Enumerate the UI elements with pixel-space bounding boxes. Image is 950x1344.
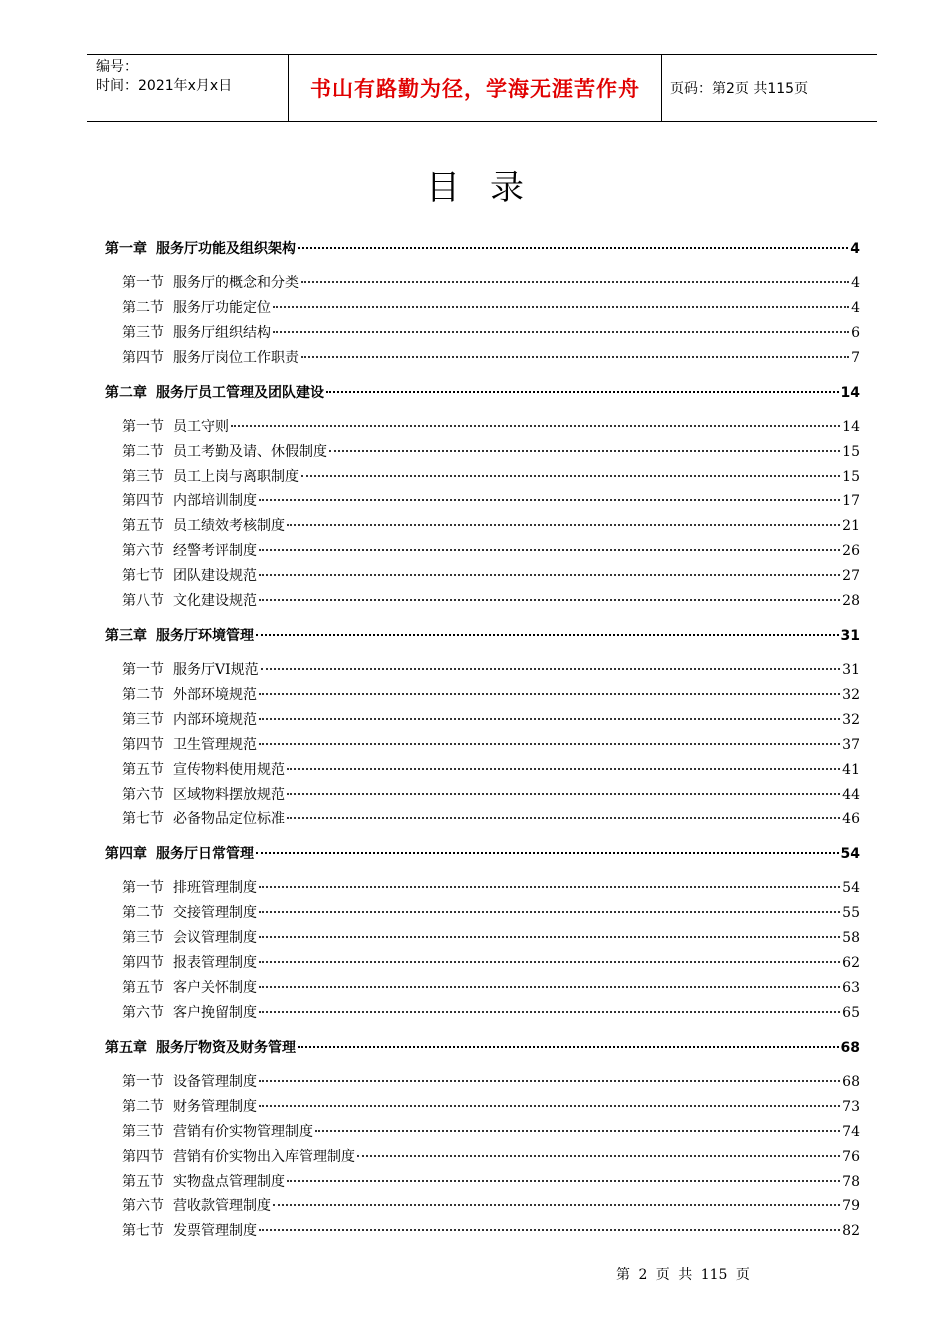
toc-entry-number: 第二节: [122, 686, 164, 703]
toc-entry-title: 发票管理制度: [173, 1223, 257, 1240]
toc-leader-dots: [259, 885, 840, 888]
toc-entry-title: 客户关怀制度: [173, 980, 257, 996]
toc-entry-title: 服务厅组织结构: [173, 324, 271, 341]
toc-leader-dots: [273, 305, 849, 308]
toc-leader-dots: [259, 1010, 840, 1013]
toc-section-entry[interactable]: [122, 1147, 860, 1167]
page-footer: 第 2 页 共 115 页: [616, 1267, 750, 1283]
toc-section-entry[interactable]: [122, 878, 860, 898]
toc-section-entry[interactable]: [122, 591, 860, 611]
toc-entry-title: 服务厅VI规范: [173, 662, 259, 678]
toc-leader-dots: [326, 390, 839, 393]
toc-entry-title: 内部培训制度: [173, 493, 257, 510]
toc-entry-number: 第八节: [122, 593, 164, 609]
toc-entry-title: 经警考评制度: [173, 543, 257, 560]
toc-leader-dots: [329, 449, 840, 452]
toc-section-entry[interactable]: [122, 273, 860, 293]
toc-section-entry[interactable]: [122, 298, 860, 318]
toc-entry-page: 15: [842, 443, 860, 460]
toc-entry-page: 73: [842, 1098, 860, 1115]
toc-leader-dots: [298, 246, 848, 249]
toc-entry-page: 54: [842, 880, 860, 897]
toc-entry-number: 第四节: [122, 1148, 164, 1165]
toc-section-entry[interactable]: [122, 685, 860, 705]
toc-entry-title: 服务厅岗位工作职责: [173, 349, 299, 366]
toc-entry-title: 服务厅员工管理及团队建设: [156, 384, 324, 401]
toc-section-entry[interactable]: [122, 710, 860, 730]
toc-entry-number: 第五节: [122, 980, 164, 996]
toc-leader-dots: [301, 474, 840, 477]
toc-entry-title: 客户挽留制度: [173, 1004, 257, 1021]
toc-entry-page: 32: [842, 686, 860, 703]
toc-entry-title: 文化建设规范: [173, 593, 257, 609]
toc-entry-number: 第六节: [122, 1004, 164, 1021]
toc-section-entry[interactable]: [122, 442, 860, 462]
toc-leader-dots: [259, 742, 840, 745]
toc-entry-page: 41: [842, 761, 860, 778]
toc-section-entry[interactable]: [122, 541, 860, 561]
toc-entry-title: 服务厅功能及组织架构: [156, 241, 296, 257]
toc-entry-number: 第一节: [122, 880, 164, 897]
header-motto-cell: [288, 55, 662, 121]
toc-entry-page: 76: [842, 1148, 860, 1165]
toc-entry-page: 31: [840, 628, 860, 644]
toc-section-entry[interactable]: [122, 1221, 860, 1241]
toc-section-entry[interactable]: [122, 978, 860, 998]
toc-leader-dots: [301, 280, 849, 283]
toc-entry-title: 财务管理制度: [173, 1098, 257, 1115]
toc-entry-number: 第三节: [122, 468, 164, 485]
toc-entry-page: 82: [842, 1223, 860, 1240]
toc-entry-number: 第三节: [122, 711, 164, 728]
toc-entry-number: 第四节: [122, 736, 164, 753]
toc-section-entry[interactable]: [122, 1172, 860, 1192]
toc-entry-number: 第五节: [122, 1173, 164, 1190]
toc-entry-title: 员工上岗与离职制度: [173, 468, 299, 485]
toc-leader-dots: [259, 1079, 840, 1082]
toc-entry-title: 必备物品定位标准: [173, 811, 285, 828]
toc-entry-number: 第三节: [122, 1123, 164, 1140]
toc-leader-dots: [259, 548, 840, 551]
toc-leader-dots: [259, 573, 840, 576]
toc-entry-page: 4: [850, 241, 860, 257]
toc-entry-title: 服务厅物资及财务管理: [156, 1039, 296, 1056]
toc-entry-page: 28: [842, 593, 860, 609]
toc-leader-dots: [259, 498, 840, 501]
toc-entry-page: 32: [842, 711, 860, 728]
time-label: 时间：2021年x月x日: [96, 78, 233, 94]
toc-section-entry[interactable]: [122, 903, 860, 923]
page-info: 页码：第2页 共115页: [670, 81, 809, 97]
toc-entry-number: 第二章: [105, 384, 147, 401]
toc-entry-number: 第一节: [122, 418, 164, 435]
toc-entry-title: 卫生管理规范: [173, 736, 257, 753]
toc-leader-dots: [259, 598, 840, 601]
toc-entry-title: 营收款管理制度: [173, 1198, 271, 1215]
toc-entry-number: 第四节: [122, 349, 164, 366]
toc-entry-page: 14: [840, 384, 860, 401]
toc-entry-number: 第五节: [122, 518, 164, 535]
toc-entry-page: 26: [842, 543, 860, 560]
toc-entry-page: 63: [842, 980, 860, 996]
toc-leader-dots: [287, 523, 840, 526]
toc-entry-page: 7: [851, 349, 860, 366]
toc-entry-title: 排班管理制度: [173, 880, 257, 897]
toc-entry-title: 设备管理制度: [173, 1073, 257, 1090]
toc-entry-number: 第四节: [122, 955, 164, 972]
toc-section-entry[interactable]: [122, 1196, 860, 1216]
toc-entry-page: 68: [840, 1039, 860, 1056]
toc-section-entry[interactable]: [122, 785, 860, 805]
toc-leader-dots: [259, 960, 840, 963]
toc-entry-number: 第六节: [122, 786, 164, 803]
toc-entry-number: 第三章: [105, 628, 147, 644]
page-header: [87, 54, 877, 122]
toc-title: 目录: [426, 168, 554, 208]
toc-section-entry[interactable]: [122, 809, 860, 829]
toc-leader-dots: [298, 1045, 839, 1048]
toc-leader-dots: [273, 330, 849, 333]
toc-entry-title: 会议管理制度: [173, 930, 257, 947]
toc-section-entry[interactable]: [122, 735, 860, 755]
toc-entry-title: 员工考勤及请、休假制度: [173, 443, 327, 460]
toc-leader-dots: [256, 851, 839, 854]
toc-entry-page: 15: [842, 468, 860, 485]
toc-entry-page: 78: [842, 1173, 860, 1190]
toc-entry-page: 17: [842, 493, 860, 510]
toc-entry-number: 第六节: [122, 1198, 164, 1215]
toc-entry-title: 服务厅日常管理: [156, 846, 254, 863]
toc-entry-number: 第一节: [122, 275, 164, 291]
toc-chapter-entry[interactable]: [105, 626, 860, 646]
toc-chapter-entry[interactable]: [105, 239, 860, 259]
toc-section-entry[interactable]: [122, 1122, 860, 1142]
toc-entry-title: 员工绩效考核制度: [173, 518, 285, 535]
toc-section-entry[interactable]: [122, 323, 860, 343]
toc-entry-page: 6: [851, 324, 860, 341]
toc-entry-page: 31: [842, 662, 860, 678]
toc-entry-number: 第五节: [122, 761, 164, 778]
toc-entry-title: 营销有价实物管理制度: [173, 1123, 313, 1140]
toc-entry-page: 27: [842, 568, 860, 585]
toc-entry-number: 第二节: [122, 299, 164, 316]
toc-leader-dots: [259, 717, 840, 720]
toc-section-entry[interactable]: [122, 1097, 860, 1117]
toc-chapter-entry[interactable]: [105, 383, 860, 403]
toc-entry-number: 第二节: [122, 905, 164, 922]
toc-entry-page: 54: [840, 846, 860, 863]
toc-leader-dots: [287, 767, 840, 770]
toc-entry-page: 68: [842, 1073, 860, 1090]
toc-entry-number: 第七节: [122, 1223, 164, 1240]
toc-leader-dots: [261, 667, 841, 670]
toc-entry-number: 第七节: [122, 568, 164, 585]
toc-leader-dots: [287, 1179, 840, 1182]
toc-entry-number: 第七节: [122, 811, 164, 828]
toc-entry-page: 37: [842, 736, 860, 753]
toc-leader-dots: [287, 792, 840, 795]
toc-leader-dots: [231, 424, 840, 427]
toc-entry-page: 58: [842, 930, 860, 947]
toc-entry-title: 内部环境规范: [173, 711, 257, 728]
toc-entry-title: 员工守则: [173, 418, 229, 435]
toc-leader-dots: [273, 1203, 840, 1206]
toc-leader-dots: [259, 985, 840, 988]
toc-entry-number: 第二节: [122, 1098, 164, 1115]
toc-leader-dots: [301, 355, 849, 358]
toc-entry-number: 第一节: [122, 1073, 164, 1090]
toc-leader-dots: [357, 1154, 840, 1157]
header-page-info-cell: [662, 55, 877, 121]
toc-entry-page: 14: [842, 418, 860, 435]
header-meta: [87, 55, 288, 121]
toc-section-entry[interactable]: [122, 928, 860, 948]
toc-entry-title: 报表管理制度: [173, 955, 257, 972]
toc-entry-page: 46: [842, 811, 860, 828]
toc-entry-number: 第三节: [122, 930, 164, 947]
toc-entry-page: 4: [851, 275, 860, 291]
toc-entry-page: 65: [842, 1004, 860, 1021]
toc-entry-title: 团队建设规范: [173, 568, 257, 585]
toc-entry-number: 第二节: [122, 443, 164, 460]
code-label: 编号：: [96, 59, 138, 75]
toc-section-entry[interactable]: [122, 760, 860, 780]
toc-entry-title: 区域物料摆放规范: [173, 786, 285, 803]
toc-entry-title: 服务厅功能定位: [173, 299, 271, 316]
toc-entry-page: 44: [842, 786, 860, 803]
toc-leader-dots: [259, 1104, 840, 1107]
toc-entry-page: 4: [851, 299, 860, 316]
toc-entry-number: 第四章: [105, 846, 147, 863]
toc-entry-page: 21: [842, 518, 860, 535]
toc-entry-title: 营销有价实物出入库管理制度: [173, 1148, 355, 1165]
toc-entry-page: 55: [842, 905, 860, 922]
toc-section-entry[interactable]: [122, 1072, 860, 1092]
toc-entry-number: 第六节: [122, 543, 164, 560]
toc-entry-page: 62: [842, 955, 860, 972]
toc-section-entry[interactable]: [122, 348, 860, 368]
toc-section-entry[interactable]: [122, 1003, 860, 1023]
toc-entry-title: 外部环境规范: [173, 686, 257, 703]
toc-section-entry[interactable]: [122, 417, 860, 437]
toc-leader-dots: [315, 1129, 840, 1132]
toc-entry-page: 79: [842, 1198, 860, 1215]
toc-section-entry[interactable]: [122, 566, 860, 586]
toc-entry-number: 第五章: [105, 1039, 147, 1056]
toc-entry-page: 74: [842, 1123, 860, 1140]
toc-chapter-entry[interactable]: [105, 844, 860, 864]
motto: 书山有路勤为径，学海无涯苦作舟: [310, 77, 640, 101]
toc-entry-title: 实物盘点管理制度: [173, 1173, 285, 1190]
toc-section-entry[interactable]: [122, 467, 860, 487]
toc-entry-number: 第一节: [122, 662, 164, 678]
toc-leader-dots: [287, 816, 840, 819]
toc-section-entry[interactable]: [122, 953, 860, 973]
toc-leader-dots: [256, 633, 839, 636]
toc-entry-title: 宣传物料使用规范: [173, 761, 285, 778]
toc-leader-dots: [259, 692, 840, 695]
toc-section-entry[interactable]: [122, 660, 860, 680]
toc-leader-dots: [259, 910, 840, 913]
toc-leader-dots: [259, 935, 840, 938]
toc-entry-number: 第一章: [105, 241, 147, 257]
toc-section-entry[interactable]: [122, 491, 860, 511]
toc-chapter-entry[interactable]: [105, 1038, 860, 1058]
toc-entry-number: 第四节: [122, 493, 164, 510]
toc-leader-dots: [259, 1228, 840, 1231]
toc-entry-title: 服务厅的概念和分类: [173, 275, 299, 291]
toc-section-entry[interactable]: [122, 516, 860, 536]
toc-entry-title: 交接管理制度: [173, 905, 257, 922]
toc-entry-title: 服务厅环境管理: [156, 628, 254, 644]
toc-entry-number: 第三节: [122, 324, 164, 341]
